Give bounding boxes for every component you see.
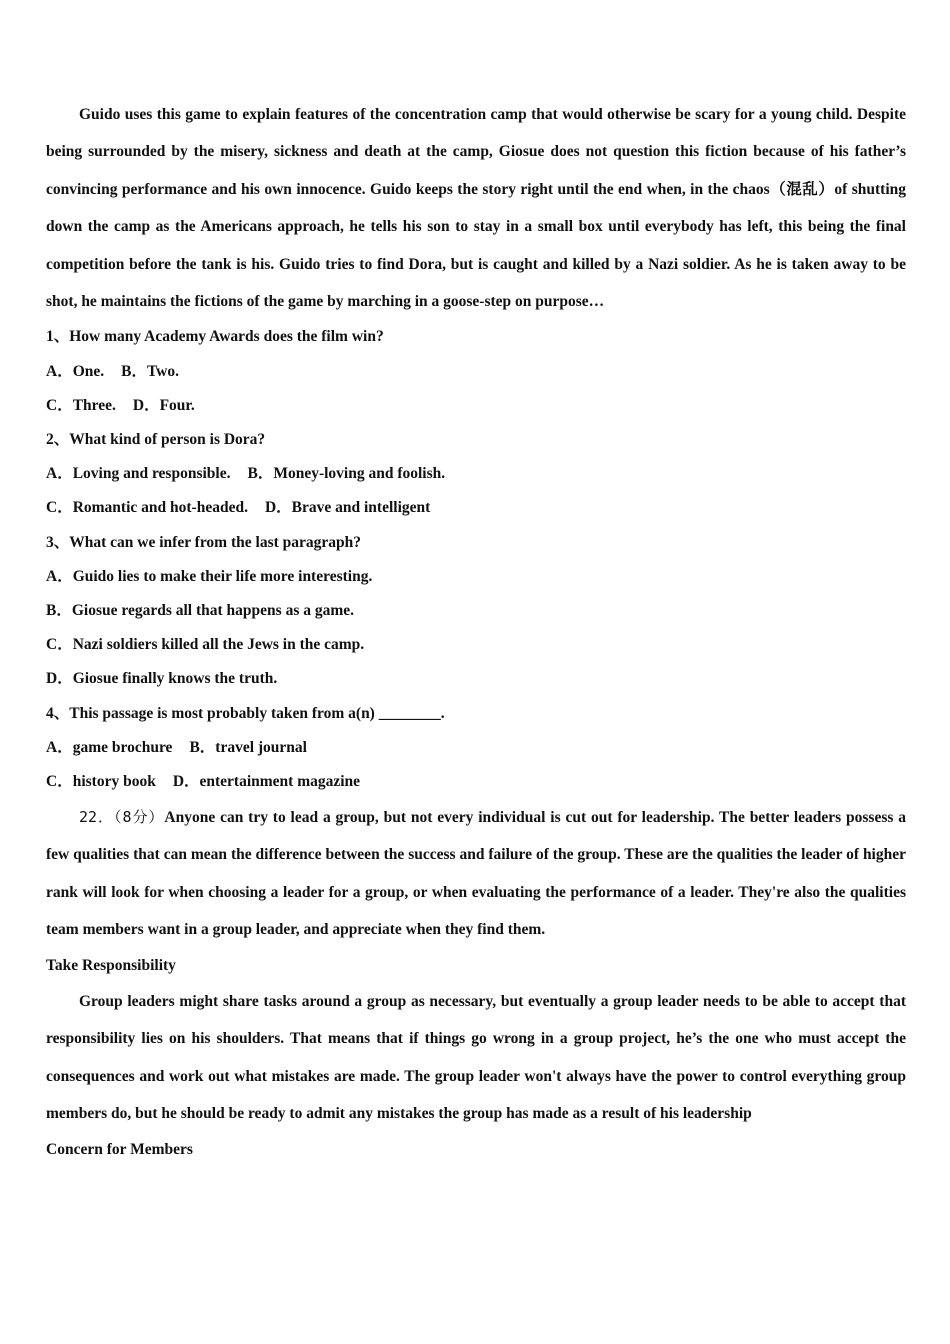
option-d[interactable]: D．Giosue finally knows the truth.	[46, 670, 278, 688]
options-row	[46, 457, 906, 491]
intro-text: Anyone can try to lead a group, but not every individual is cut out for leadership. The better leaders possess a few qualities that can mean the difference between the success and failure of the group. These are the qualities the leader of higher rank will look for when choosing a leader for a group, or when evaluating the performance of a leader. They're also the qualities team members want in a group leader, and appreciate when they find them.	[46, 809, 906, 939]
section-heading: Concern for Members	[46, 1140, 193, 1158]
option-a[interactable]: A．Guido lies to make their life more interesting.	[46, 567, 373, 585]
option-c[interactable]: C．Romantic and hot-headed.	[46, 499, 248, 517]
option-c[interactable]: C．Three.	[46, 396, 116, 414]
options-row	[46, 765, 906, 799]
option-a[interactable]: A．One.	[46, 362, 105, 380]
option-b[interactable]: B．Money-loving and foolish.	[247, 465, 446, 483]
option-a[interactable]: A．Loving and responsible.	[46, 465, 231, 483]
option-b[interactable]: B．Giosue regards all that happens as a game.	[46, 601, 355, 619]
section-heading: Take Responsibility	[46, 956, 176, 974]
document-page	[46, 96, 906, 1167]
option-d[interactable]: D．Brave and intelligent	[264, 499, 431, 517]
option-a[interactable]: A．game brochure	[46, 738, 173, 756]
options-row	[46, 491, 906, 525]
question-2	[46, 423, 906, 526]
section-paragraph: Group leaders might share tasks around a group as necessary, but eventually a group leader needs to be able to accept that responsibility lies on his shoulders. That means that if things go wrong in a group project, he’s the one who must accept the consequences and work out what mistakes are made. The group leader won't always have the power to control everything group members do, but he should be ready to admit any mistakes the group has made as a result of his leadership	[46, 992, 906, 1123]
options-row	[46, 389, 906, 423]
question-stem: 2、What kind of person is Dora?	[46, 431, 266, 448]
option-b[interactable]: B．travel journal	[189, 738, 307, 756]
options-row	[46, 355, 906, 389]
option-d[interactable]: D．entertainment magazine	[172, 772, 361, 790]
option-c[interactable]: C．history book	[46, 772, 156, 790]
question-3	[46, 526, 906, 697]
option-b[interactable]: B．Two.	[121, 362, 179, 380]
options-row	[46, 731, 906, 765]
section-22-intro	[46, 799, 906, 949]
question-4	[46, 697, 906, 800]
question-number: 22．（8分）	[79, 808, 165, 827]
passage-paragraph: Guido uses this game to explain features of the concentration camp that would otherwise be scary for a young child. Despite being surrounded by the misery, sickness and death at the camp, Giosue does not question this fiction because of his father’s convincing performance and his own innocence. Guido keeps the story right until the end when, in the chaos（混乱）of shutting down the camp as the Americans approach, he tells his son to stay in a small box until everybody has left, this being the final competition before the tank is his. Guido tries to find Dora, but is caught and killed by a Nazi soldier. As he is taken away to be shot, he maintains the fictions of the game by marching in a goose-step on purpose…	[46, 106, 906, 311]
question-1	[46, 320, 906, 423]
option-d[interactable]: D．Four.	[132, 396, 195, 414]
question-stem: 1、How many Academy Awards does the film win?	[46, 328, 384, 346]
option-c[interactable]: C．Nazi soldiers killed all the Jews in the camp.	[46, 636, 365, 654]
question-stem: 4、This passage is most probably taken from a(n) ________.	[46, 704, 445, 722]
question-stem: 3、What can we infer from the last paragraph?	[46, 533, 362, 551]
